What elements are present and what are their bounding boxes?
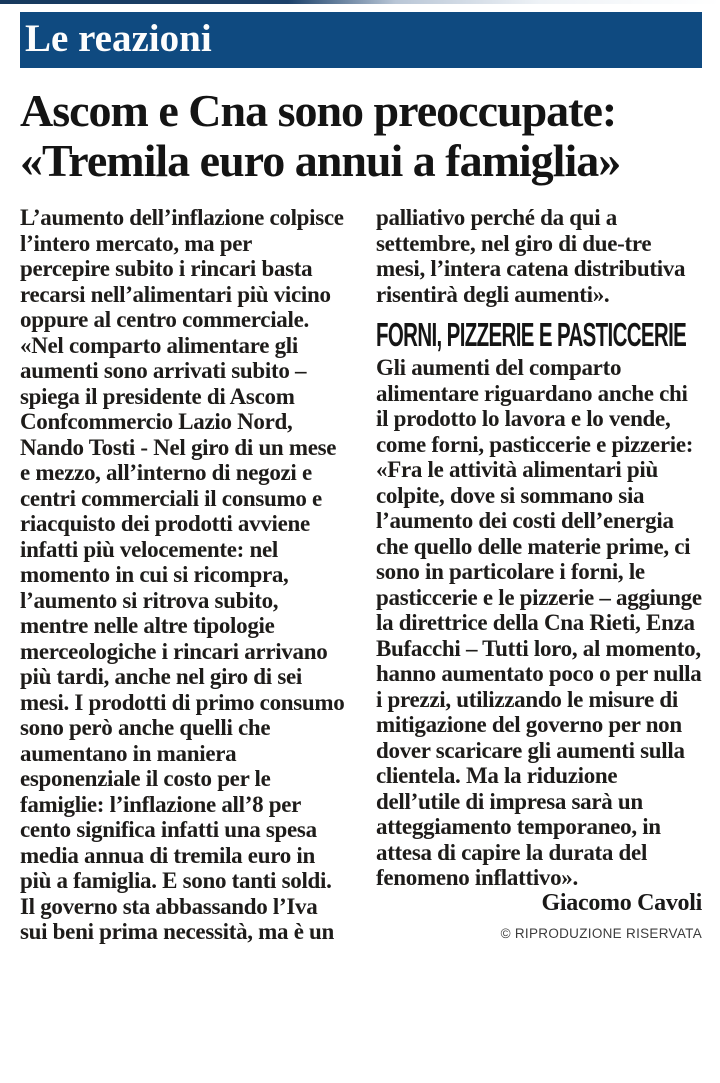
- article-body: [0, 186, 720, 945]
- left-column-paragraph-1: L’aumento dell’inflazione colpisce l’intero mercato, ma per percepire subito i rincari basta recarsi nell’alimentari più vicino oppure al centro commerciale.: [20, 205, 344, 332]
- left-column-paragraph-2: «Nel comparto alimentare gli aumenti sono arrivati subito – spiega il presidente di Ascom Confcommercio Lazio Nord, Nando Tosti - Nel giro di un mese e mezzo, all’interno di negozi e centri commerciali il consumo e riacquisto dei prodotti avviene infatti più velocemente: nel momento in cui si ricompra, l’aumento si ritrova subito, mentre nelle altre tipologie merceologiche i rincari arrivano più tardi, anche nel giro di sei mesi. I prodotti di primo consumo sono però anche quelli che aumentano in maniera esponenziale il costo per le famiglie: l’inflazione all’8 per cento significa infatti una spesa media annua di tremila euro in più a famiglia. E sono tanti soldi. Il governo sta abbassando l’Iva sui beni prima necessità, ma è un: [20, 332, 345, 944]
- left-column: [20, 205, 346, 945]
- copyright-notice: © RIPRODUZIONE RISERVATA: [500, 926, 702, 941]
- section-subhead: FORNI, PIZZERIE E PASTICCERIE: [376, 316, 687, 353]
- kicker-banner: [20, 12, 702, 68]
- byline: Giacomo Cavoli: [541, 889, 702, 916]
- kicker-label: Le reazioni: [25, 16, 212, 60]
- right-column-paragraph-1: palliativo perché da qui a settembre, nel giro di due-tre mesi, l’intera catena distributiva risentirà degli aumenti».: [376, 205, 686, 307]
- headline-line-1: Ascom e Cna sono preoccupate:: [20, 85, 617, 136]
- article-headline: [20, 86, 702, 186]
- right-column: [376, 205, 702, 941]
- top-page-rule: [0, 0, 720, 4]
- right-column-paragraph-2: Gli aumenti del comparto alimentare riguardano anche chi il prodotto lo lavora e lo vende, come forni, pasticcerie e pizzerie: «Fra le attività alimentari più colpite, dove si sommano sia l’aumento dei costi dell’energia che quello delle materie prime, ci sono in particolare i forni, le pasticcerie e le pizzerie – aggiunge la direttrice della Cna Rieti, Enza Bufacchi – Tutti loro, al momento, hanno aumentato poco o per nulla i prezzi, utilizzando le misure di mitigazione del governo per non dover scaricare gli aumenti sulla clientela. Ma la riduzione dell’utile di impresa sarà un atteggiamento temporaneo, in attesa di capire la durata del fenomeno inflattivo».: [376, 355, 702, 890]
- headline-line-2: «Tremila euro annui a famiglia»: [20, 135, 621, 186]
